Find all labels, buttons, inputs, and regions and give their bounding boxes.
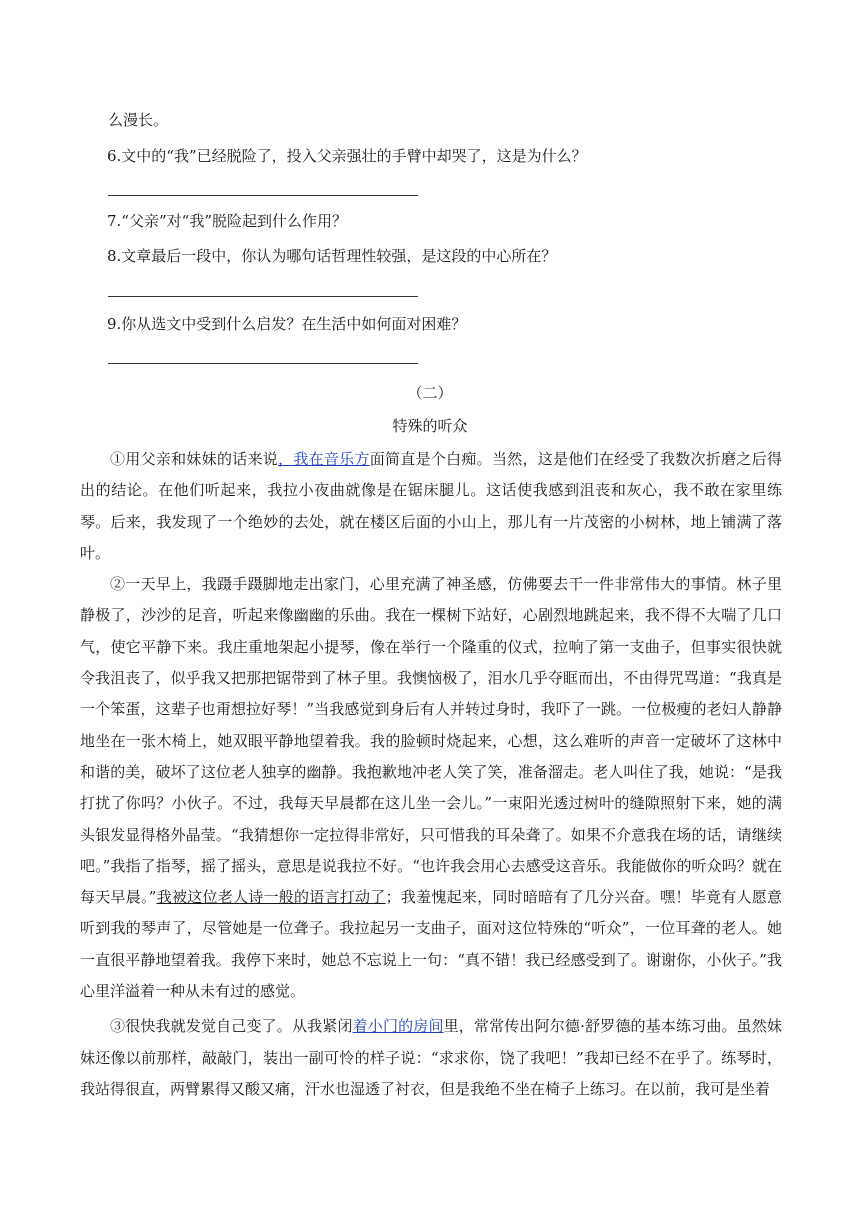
intro-tail-text: 么漫长。 [108,111,169,129]
p1-text-a: ①用父亲和妹妹的话来说 [110,450,279,468]
p2-underlined-sentence: 我被这位老人诗一般的语言打动了 [156,888,386,907]
answer-line-6[interactable] [108,195,418,196]
paragraph-2 [80,569,782,1007]
question-9: 9.你从选文中受到什么启发？在生活中如何面对困难？ [107,315,467,333]
p3-link[interactable]: 着小门的房间 [352,1017,444,1036]
question-8: 8.文章最后一段中，你认为哪句话哲理性较强，是这段的中心所在？ [107,247,557,265]
question-6: 6.文中的“我”已经脱险了，投入父亲强壮的手臂中却哭了，这是为什么？ [107,147,587,165]
p3-text-a: ③很快我就发觉自己变了。从我紧闭 [110,1017,353,1036]
p2-text-a: ②一天早上，我蹑手蹑脚地走出家门，心里充满了神圣感，仿佛要去干一件非常伟大的事情。林子里静极了，沙沙的足音，听起来像幽幽的乐曲。我在一棵树下站好，心剧烈地跳起来，我不得不大喘了几口气，使它平静下来。我庄重地架起小提琴，像在举行一个隆重的仪式，拉响了第一支曲子，但事实很快就令我沮丧了，似乎我又把那把锯带到了林子里。我懊恼极了，泪水几乎夺眶而出，不由得咒骂道：“我真是一个笨蛋，这辈子也甭想拉好琴！”当我感觉到身后有人并转过身时，我吓了一跳。一位极瘦的老妇人静静地坐在一张木椅上，她双眼平静地望着我。我的脸顿时烧起来，心想，这么难听的声音一定破坏了这林中和谐的美，破坏了这位老人独享的幽静。我抱歉地冲老人笑了笑，准备溜走。老人叫住了我，她说：“是我打扰了你吗？小伙子。不过，我每天早晨都在这儿坐一会儿。”一束阳光透过树叶的缝隙照射下来，她的满头银发显得格外晶莹。“我猜想你一定拉得非常好，只可惜我的耳朵聋了。如果不介意我在场的话，请继续吧。”我指了指琴，摇了摇头，意思是说我拉不好。“也许我会用心去感受这音乐。我能做你的听众吗？就在每天早晨。” [80,575,782,907]
p2-text-b: ；我羞愧起来，同时暗暗有了几分兴奋。嘿！毕竟有人愿意听到我的琴声了，尽管她是一位聋子。我拉起另一支曲子，面对这位特 [80,888,782,938]
paragraph-3 [80,1011,782,1105]
article-title: 特殊的听众 [392,417,468,435]
p2-text-c: 的“听众”，一位耳聋的老人。她一直很平静地望着我。我停下来时，她总不忘说上一句：“真不错！我已经感受到了。谢谢你，小伙子。”我心里洋溢着一种从未有过的感觉。 [80,919,782,1001]
answer-line-9[interactable] [108,363,418,364]
p1-text-b: 面简直是个白痴。当然，这是他们在经受了我数次折磨之后得出的结论。在他们听起来，我拉小夜曲就像是在锯床腿儿。这话使我感到沮丧和灰心，我不敢在家里练琴。后来，我发现了一个绝妙的去处，就在楼区后面的小山上，那儿有一片茂密的小树林，地上铺满了落叶。 [80,450,782,562]
p2-emphasis-char: 殊 [552,919,569,938]
answer-line-8[interactable] [108,296,418,297]
article-body [80,444,782,1105]
section-label: （二） [407,384,453,402]
p3-text-b: 里，常常传出阿尔德·舒罗德的基本练习曲。虽然妹妹还像以前那样，敲敲门，装出一副可怜的样子说：“求求你，饶了我吧！”我却已经不在乎了。练琴时，我站得很直，两臂累得又酸又痛，汗水也湿透了衬衣，但是我绝不坐在椅子上练习。在以前，我可是坐着 [80,1017,782,1098]
question-7: 7.“父亲”对“我”脱险起到什么作用？ [107,212,347,230]
paragraph-1 [80,444,782,569]
p1-link[interactable]: ，我在音乐方 [278,450,370,468]
